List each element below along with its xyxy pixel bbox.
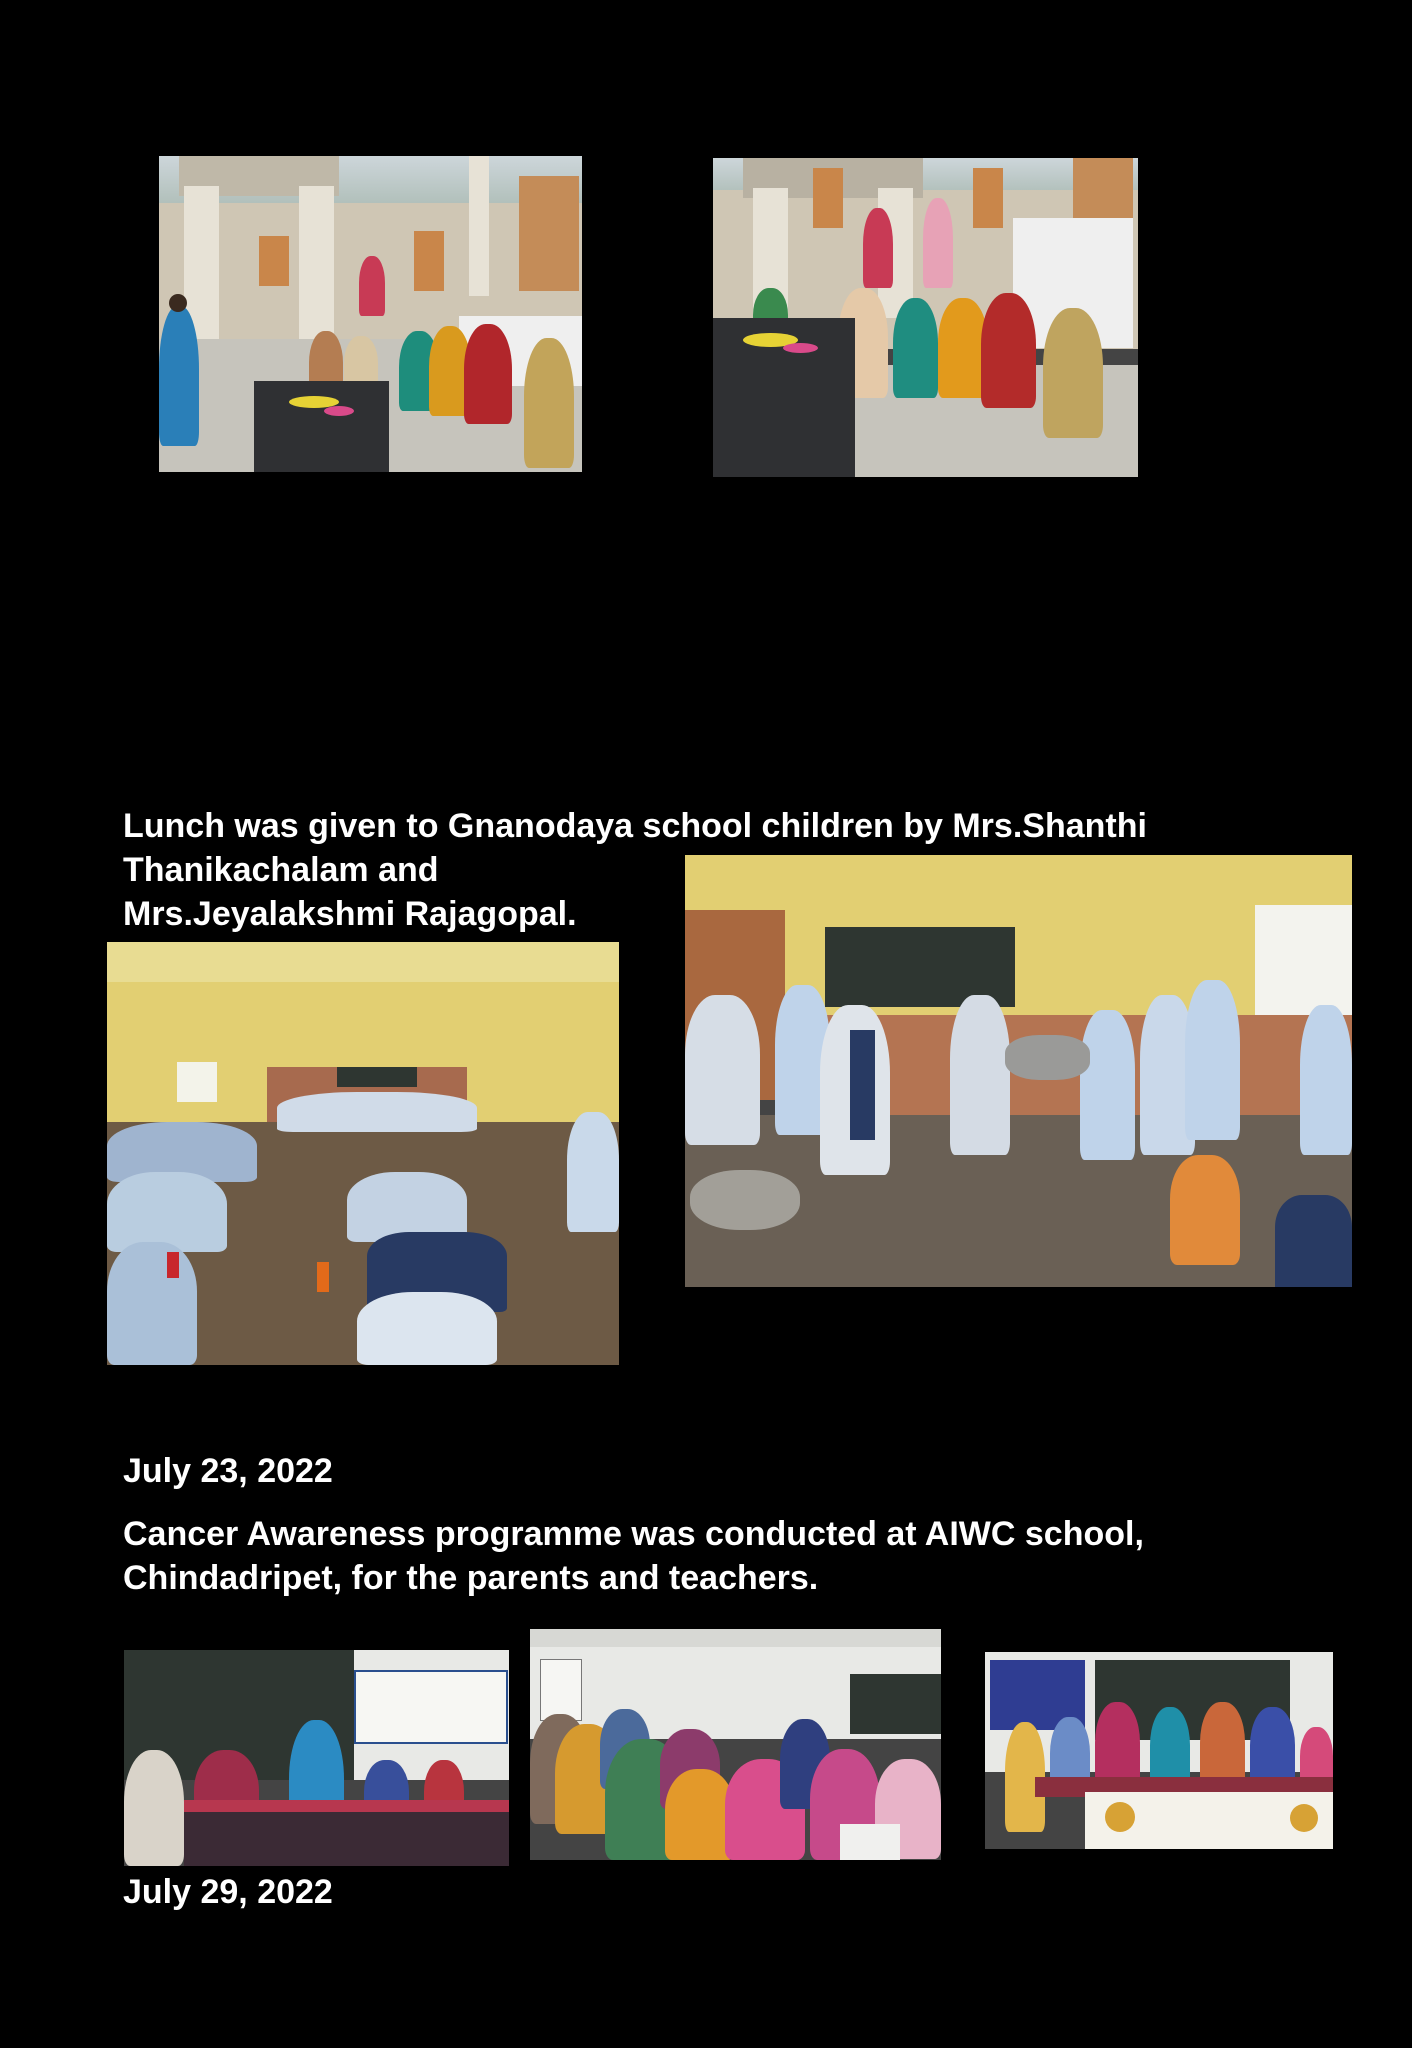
lunch-caption-line: Lunch was given to Gnanodaya school children by Mrs.Shanthi: [123, 807, 1147, 845]
photo-dining-hall: [107, 942, 619, 1365]
banner-bottom-text: [1135, 1817, 1285, 1832]
photo-meeting-doctors: [985, 1652, 1333, 1849]
cancer-date: July 23, 2022: [123, 1452, 333, 1490]
banner-doctors-text: [993, 1682, 1083, 1702]
cancer-caption: [123, 1512, 1323, 1600]
cancer-caption-line: Chindadripet, for the parents and teachers.: [123, 1559, 819, 1597]
board-lunch-text: [840, 950, 1000, 980]
cancer-caption-line: Cancer Awareness programme was conducted at AIWC school,: [123, 1515, 1144, 1553]
banner-meeting-text: [364, 1690, 494, 1710]
lunch-caption-line: Mrs.Jeyalakshmi Rajagopal.: [123, 895, 577, 933]
photo-meeting-head-table: [124, 1650, 509, 1866]
photo-courtyard-gathering-2: [713, 158, 1138, 477]
photo-meeting-audience: [530, 1629, 941, 1860]
photo-courtyard-gathering-1: [159, 156, 582, 472]
next-date: July 29, 2022: [123, 1873, 333, 1911]
lunch-caption-line: Thanikachalam and: [123, 851, 439, 889]
photo-serving-food: [685, 855, 1352, 1287]
